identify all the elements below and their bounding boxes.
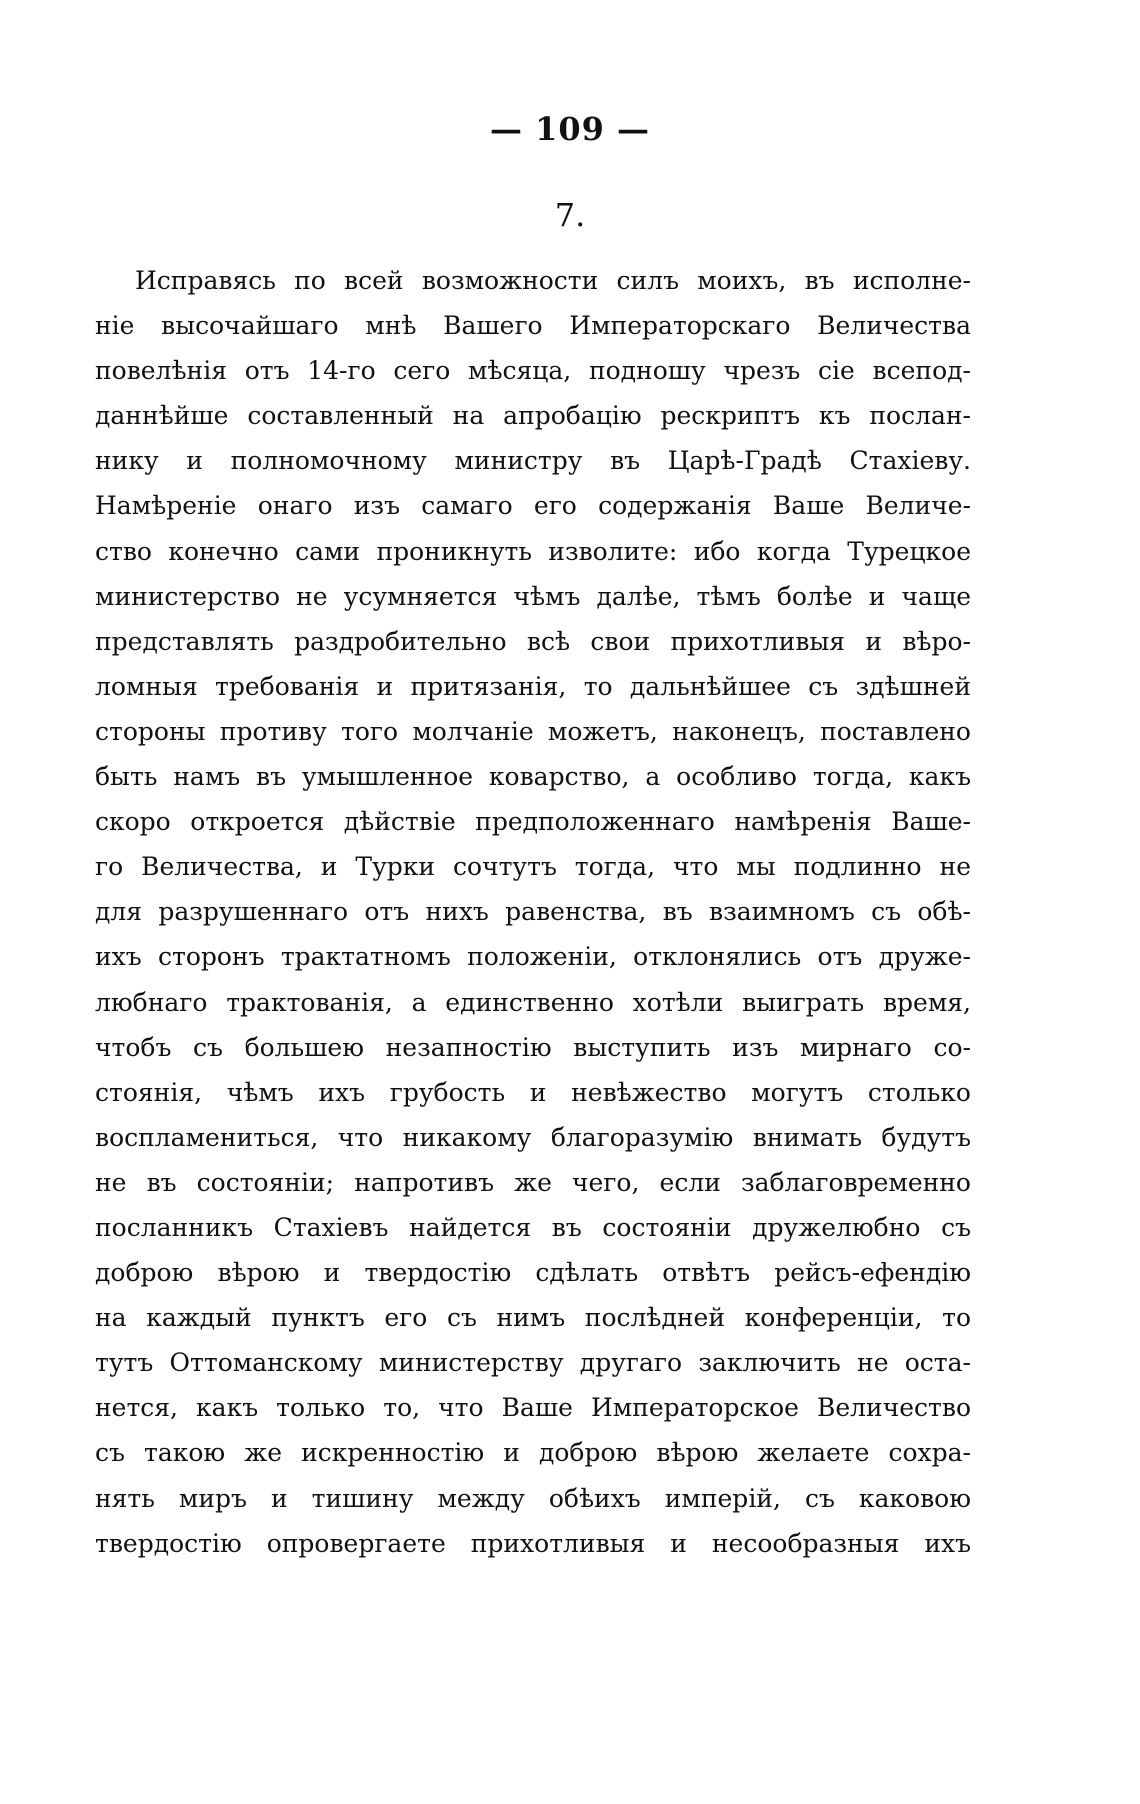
text-line: стороны противу того молчаніе можетъ, наконецъ, поставлено bbox=[95, 716, 971, 746]
text-line: воспламениться, что никакому благоразумію внимать будутъ bbox=[95, 1122, 971, 1152]
text-line: чтобъ съ большею незапностію выступить изъ мирнаго со- bbox=[95, 1032, 971, 1062]
text-line: нять миръ и тишину между обѣихъ имперій, съ каковою bbox=[95, 1483, 971, 1513]
text-line: представлять раздробительно всѣ свои прихотливыя и вѣро- bbox=[95, 626, 971, 656]
text-line: Исправясь по всей возможности силъ моихъ, въ исполне- bbox=[135, 266, 971, 295]
text-line: скоро откроется дѣйствіе предположеннаго намѣренія Ваше- bbox=[95, 807, 971, 837]
text-line: для разрушеннаго отъ нихъ равенства, въ взаимномъ съ обѣ- bbox=[95, 897, 971, 927]
body-text bbox=[95, 258, 971, 1566]
text-line: на каждый пунктъ его съ нимъ послѣдней конференціи, то bbox=[95, 1303, 971, 1333]
text-line: посланникъ Стахіевъ найдется въ состояніи дружелюбно съ bbox=[95, 1212, 971, 1242]
section-number: 7. bbox=[554, 196, 586, 234]
text-line: стоянія, чѣмъ ихъ грубость и невѣжество могутъ столько bbox=[95, 1077, 971, 1107]
text-line: ство конечно сами проникнуть изволите: ибо когда Турецкое bbox=[95, 536, 971, 566]
text-line: твердостію опровергаете прихотливыя и несообразныя ихъ bbox=[95, 1528, 971, 1558]
text-line: тутъ Оттоманскому министерству другаго заключить не оста- bbox=[95, 1348, 971, 1378]
text-line: не въ состояніи; напротивъ же чего, если заблаговременно bbox=[95, 1167, 971, 1197]
text-line: даннѣйше составленный на апробацію рескриптъ къ послан- bbox=[95, 401, 971, 431]
text-line: министерство не усумняется чѣмъ далѣе, тѣмъ болѣе и чаще bbox=[95, 581, 971, 611]
text-line: доброю вѣрою и твердостію сдѣлать отвѣтъ рейсъ-ефендію bbox=[95, 1258, 971, 1288]
text-line: ломныя требованія и притязанія, то дальнѣйшее съ здѣшней bbox=[95, 671, 971, 701]
text-line: нется, какъ только то, что Ваше Императорское Величество bbox=[95, 1393, 971, 1423]
text-line: повелѣнія отъ 14-го сего мѣсяца, подношу чрезъ сіе всепод- bbox=[95, 356, 971, 386]
text-line: любнаго трактованія, а единственно хотѣли выиграть время, bbox=[95, 987, 971, 1017]
text-line: ихъ сторонъ трактатномъ положеніи, отклонялись отъ друже- bbox=[95, 942, 971, 972]
text-line: съ такою же искренностію и доброю вѣрою желаете сохра- bbox=[95, 1438, 971, 1468]
text-line: Намѣреніе онаго изъ самаго его содержанія Ваше Величе- bbox=[95, 491, 971, 521]
page-number: — 109 — bbox=[489, 110, 651, 148]
text-line: быть намъ въ умышленное коварство, а особливо тогда, какъ bbox=[95, 762, 971, 792]
text-line: нику и полномочному министру въ Царѣ-Градѣ Стахіеву. bbox=[95, 446, 971, 476]
text-line: ніе высочайшаго мнѣ Вашего Императорскаго Величества bbox=[95, 311, 971, 341]
text-line: го Величества, и Турки сочтутъ тогда, что мы подлинно не bbox=[95, 852, 971, 882]
